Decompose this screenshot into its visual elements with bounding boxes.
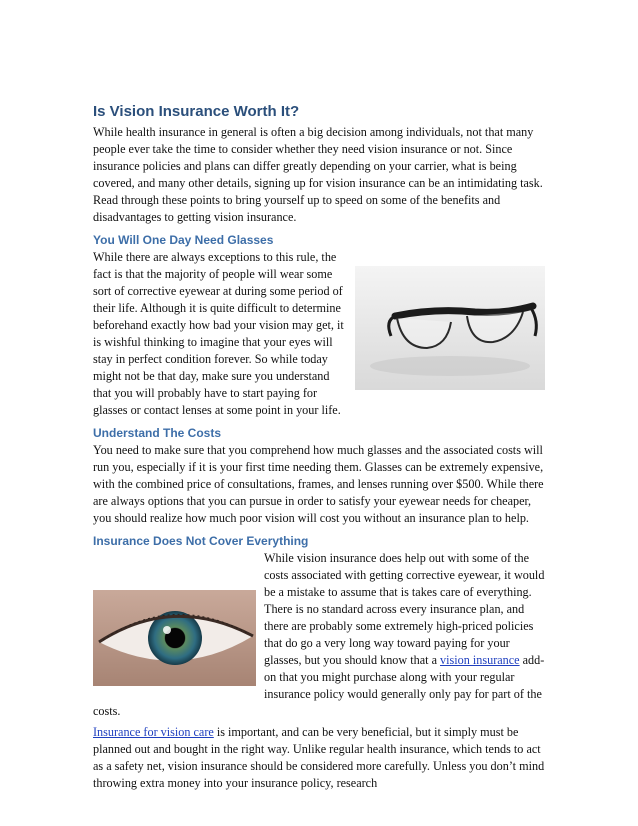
section-glasses xyxy=(93,249,545,419)
coverage-text-b: add-on that you might purchase along with your regular insurance policy would generally only pay for part of the costs. xyxy=(93,653,545,718)
insurance-vision-care-link[interactable]: Insurance for vision care xyxy=(93,725,214,739)
closing-text: is important, and can be very beneficial, but it simply must be planned out and bought in the right way. Unlike regular health insurance, which tends to act as a safety net, vision insurance should be considered more carefully. Unless you don’t mind throwing extra money into your insurance policy, research xyxy=(93,725,545,790)
section-heading-glasses: You Will One Day Need Glasses xyxy=(93,233,274,247)
eyeglasses-photo xyxy=(355,266,545,390)
section-heading-costs: Understand The Costs xyxy=(93,426,222,440)
vision-insurance-link[interactable]: vision insurance xyxy=(440,653,520,667)
section-heading-coverage: Insurance Does Not Cover Everything xyxy=(93,534,309,548)
section-costs-body: You need to make sure that you comprehend how much glasses and the associated costs will run you, especially if it is your first time needing them. Glasses can be extremely expensive, with the combined price of consultations, frames, and lenses running over $500. While there are always options that you can pursue in order to satisfy your eyewear needs for cheaper, you should realize how much poor vision will cost you without an insurance plan to help. xyxy=(93,443,544,525)
document-page xyxy=(93,102,545,792)
eye-closeup-photo xyxy=(93,590,256,686)
section-coverage xyxy=(93,550,545,720)
page-title: Is Vision Insurance Worth It? xyxy=(93,103,300,120)
closing-paragraph xyxy=(93,724,545,792)
intro-paragraph: While health insurance in general is often a big decision among individuals, not that many people ever take the time to consider whether they need vision insurance or not. Since insurance policies and plans can differ greatly depending on your carrier, what is being covered, and many other details, signing up for vision insurance can be an intimidating task. Read through these points to bring yourself up to speed on some of the benefits and disadvantages to getting vision insurance. xyxy=(93,125,543,224)
section-glasses-body: While there are always exceptions to this rule, the fact is that the majority of people will wear some sort of corrective eyewear at during some period of their life. Although it is quite difficult to determine beforehand exactly how bad your vision may get, it is wishful thinking to imagine that your eyes will stay in perfect condition forever. So while today might not be that day, make sure you understand that you will probably have to start paying for glasses or contact lenses at some point in your life. xyxy=(93,250,344,417)
coverage-text-a: While vision insurance does help out with some of the costs associated with getting corrective eyewear, it would be a mistake to assume that is takes care of everything. There is no standard across every insurance plan, and there are probably some extremely high-priced policies that do go a very long way toward paying for your glasses, but you should know that a xyxy=(264,551,545,667)
